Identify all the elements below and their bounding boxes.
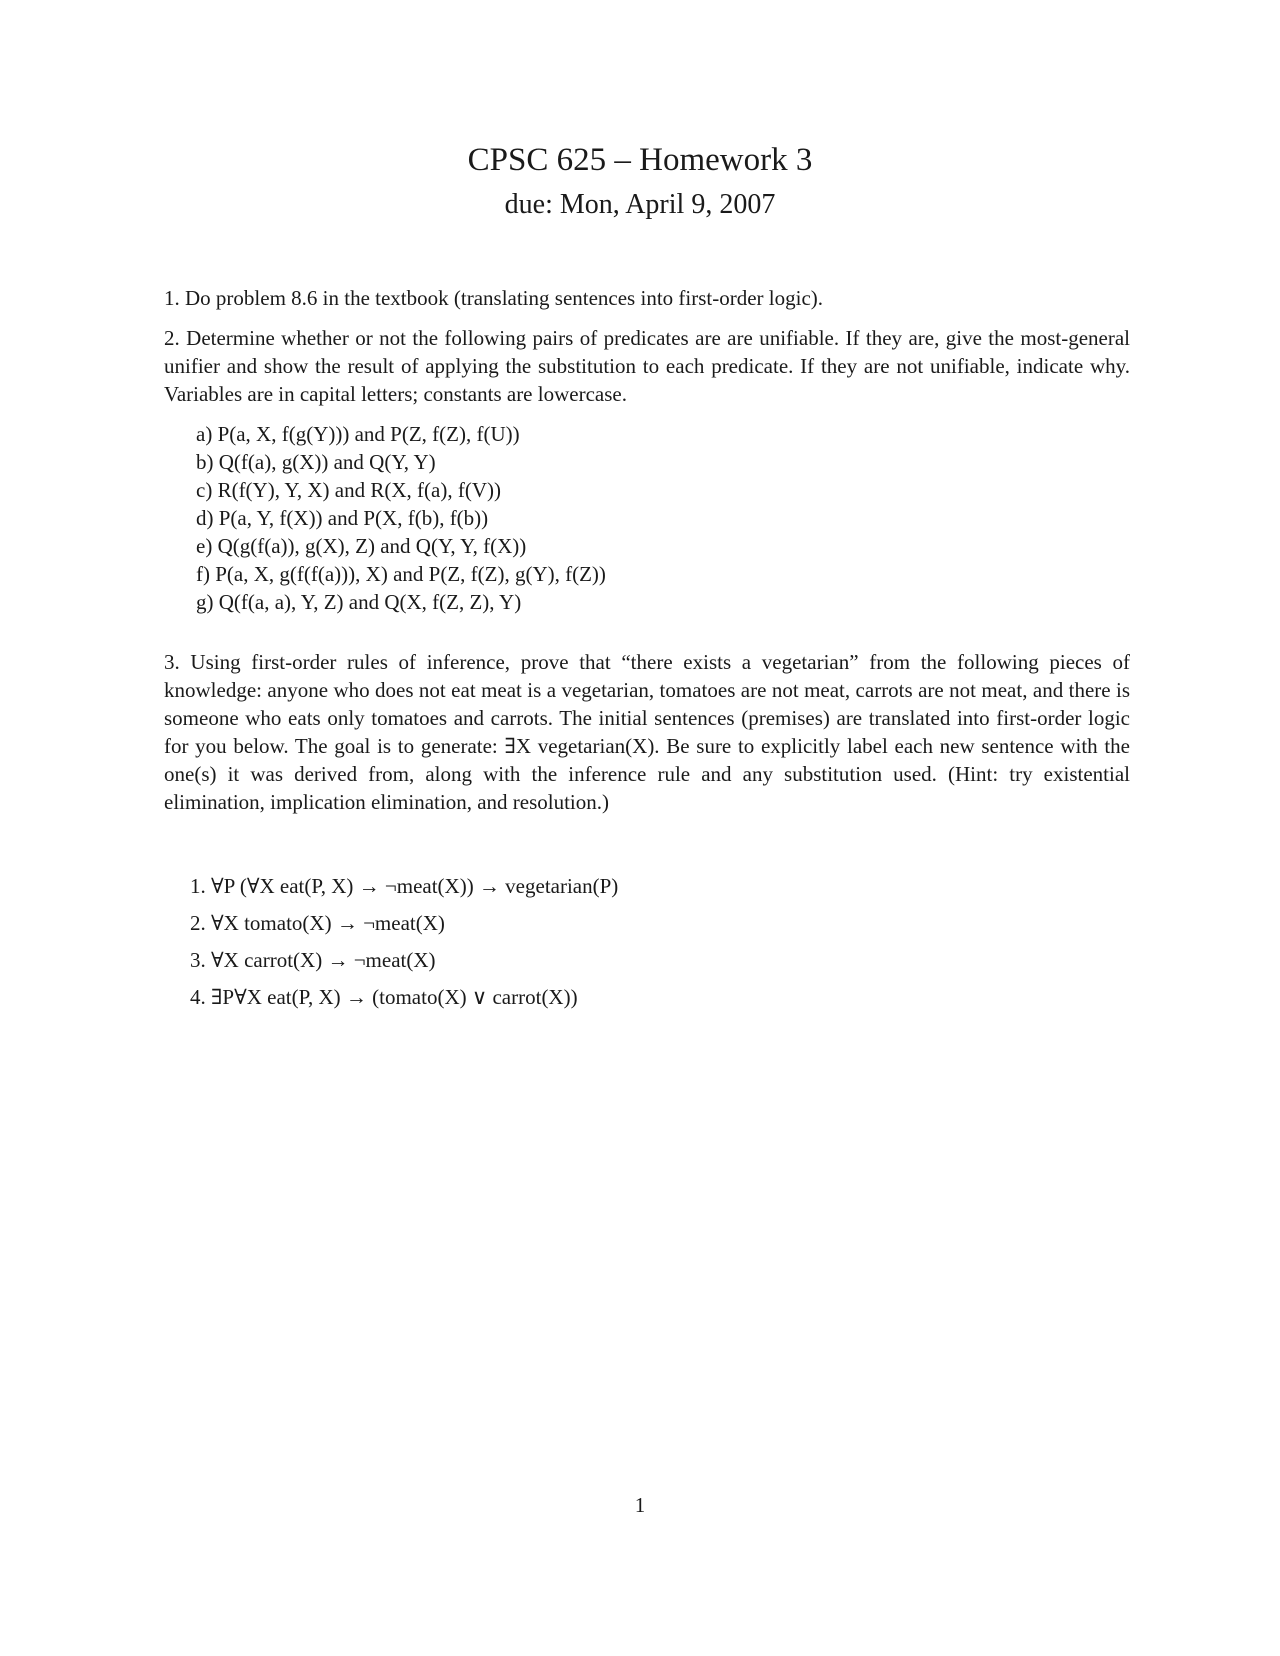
page-number: 1: [634, 1493, 646, 1517]
list-item: g) Q(f(a, a), Y, Z) and Q(X, f(Z, Z), Y): [196, 590, 522, 614]
premises-list: [190, 868, 618, 1016]
problem-1-text: 1. Do problem 8.6 in the textbook (translating sentences into first-order logic).: [164, 286, 824, 310]
due-date: due: Mon, April 9, 2007: [504, 189, 776, 220]
list-item: 3. ∀X carrot(X) → ¬meat(X): [190, 948, 436, 972]
list-item: e) Q(g(f(a)), g(X), Z) and Q(Y, Y, f(X)): [196, 534, 527, 558]
list-item: b) Q(f(a), g(X)) and Q(Y, Y): [196, 450, 436, 474]
list-item: 2. ∀X tomato(X) → ¬meat(X): [190, 911, 445, 935]
document-title: CPSC 625 – Homework 3: [467, 142, 813, 178]
problem-3-text: 3. Using first-order rules of inference, prove that “there exists a vegetarian” from the following pieces of knowledge: anyone who does not eat meat is a vegetarian, tomatoes are not meat, carrots are not meat, and there is someone who eats only tomatoes and carrots. The initial sentences (premises) are translated into first-order logic for you below. The goal is to generate: ∃X vegetarian(X). Be sure to explicitly label each new sentence with the one(s) it was derived from, along with the inference rule and any substitution used. (Hint: try existential elimination, implication elimination, and resolution.): [164, 650, 1130, 814]
list-item: f) P(a, X, g(f(f(a))), X) and P(Z, f(Z), g(Y), f(Z)): [196, 562, 606, 586]
problem-2-text: 2. Determine whether or not the following pairs of predicates are are unifiable. If they are, give the most-general unifier and show the result of applying the substitution to each predicate. If they are not unifiable, indicate why. Variables are in capital letters; constants are lowercase.: [164, 326, 1130, 406]
list-item: 4. ∃P∀X eat(P, X) → (tomato(X) ∨ carrot(X)): [190, 985, 578, 1009]
list-item: d) P(a, Y, f(X)) and P(X, f(b), f(b)): [196, 506, 489, 530]
list-item: a) P(a, X, f(g(Y))) and P(Z, f(Z), f(U)): [196, 422, 520, 446]
unification-pairs-list: [196, 420, 606, 616]
list-item: c) R(f(Y), Y, X) and R(X, f(a), f(V)): [196, 478, 501, 502]
list-item: 1. ∀P (∀X eat(P, X) → ¬meat(X)) → vegetarian(P): [190, 874, 619, 898]
